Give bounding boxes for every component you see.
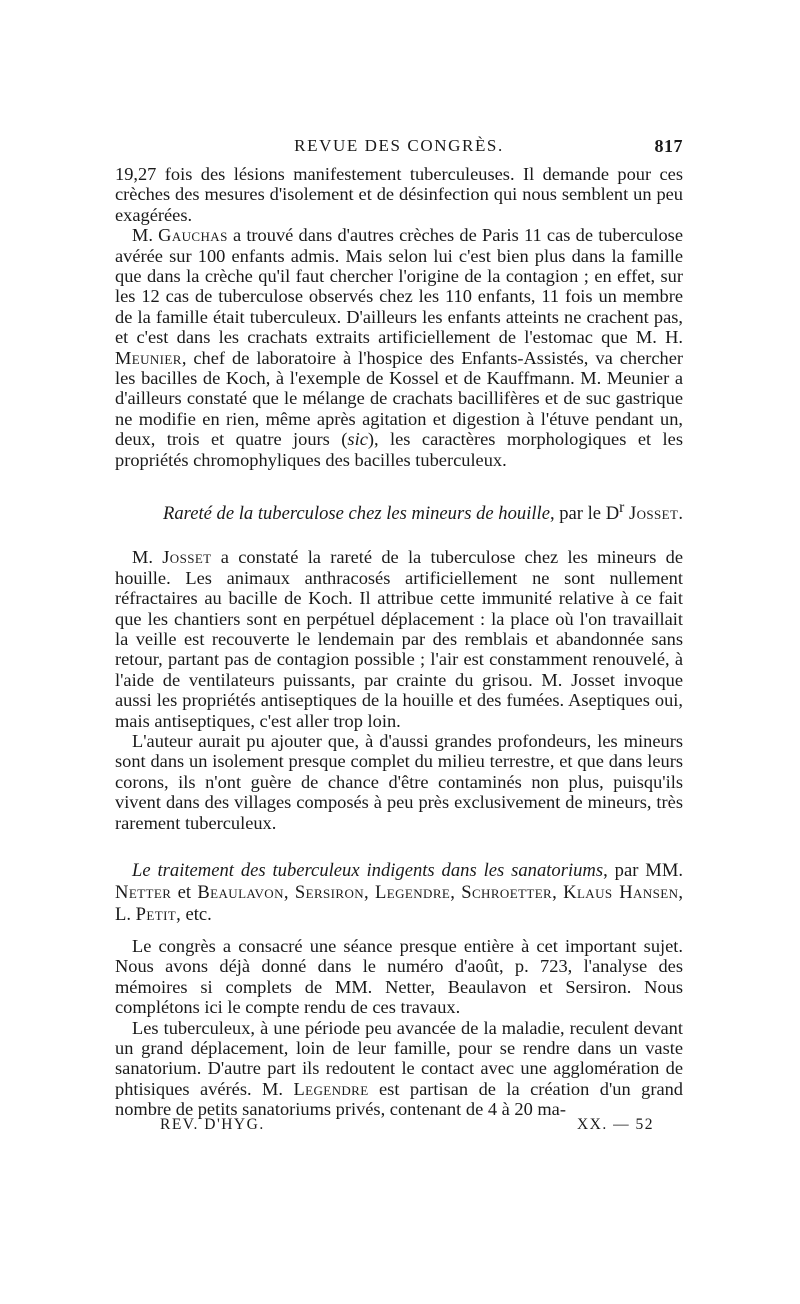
text-run: est partisan de la création d'un grand nombre de petits sanatoriums privés, contenant de 4 à 20 ma- [115, 1078, 683, 1120]
page-footer [160, 1116, 654, 1140]
running-title: REVUE DES CONGRÈS. [294, 136, 504, 155]
section-heading-sanatoriums [115, 860, 683, 926]
text-run: , par le D [549, 503, 620, 525]
paragraph-congress: Le congrès a consacré une séance presque entière à cet important sujet. Nous avons déjà donné dans le numéro d'août, p. 723, l'analyse des mémoires si complets de MM. Netter, Beaulavon et Sersiron. Nous complétons ici le compte rendu de ces travaux. [115, 935, 683, 1018]
text-run: , [552, 881, 564, 903]
text-run: , chef de laboratoire à l'hospice des Enfants-Assistés, va chercher les bacilles de Koch, à l'exemple de Kossel et de Kauffmann. M. Meunier a d'ailleurs constaté que le mélange de crachats bacillifères et de suc gastrique ne modifie en rien, même après agitation et digestion à l'étuve pendant un, deux, trois et quatre jours ( [115, 347, 683, 450]
text-run: M. [132, 225, 159, 246]
text-run: Les tuberculeux, à une période peu avancée de la maladie, reculent devant un grand déplacement, loin de leur famille, pour se rendre dans un vaste sanatorium. D'autre part ils redoutent le contact avec une agglomération de phtisiques avérés. M. [115, 1017, 683, 1099]
text-run: , L. [115, 881, 684, 925]
author-name: Josset [162, 547, 212, 568]
author-name: Klaus Hansen [563, 881, 679, 903]
page-number: 817 [654, 136, 683, 156]
author-name: Sersiron [294, 881, 365, 903]
paragraph-gauchas [115, 225, 683, 470]
author-name: Gauchas [158, 225, 228, 246]
author-name: Beaulavon [197, 881, 284, 903]
author-name: Josset [628, 503, 679, 525]
paragraph-legendre [115, 1018, 683, 1120]
text-run: et [171, 881, 198, 903]
text-run: a trouvé dans d'autres crèches de Paris 11 cas de tuberculose avérée sur 100 enfants admis. Mais selon lui c'est bien plus dans la famille que dans la crèche qu'il faut chercher l'origine de la contagion ; en effet, sur les 12 cas de tuberculose observés chez les 110 enfants, 11 fois un membre de la famille était tuberculeux. D'ailleurs les enfants atteints ne crachent pas, et c'est dans les crachats extraits artificiellement de l'estomac que M. H. [115, 225, 683, 348]
text-run: ), les caractères morphologiques et les propriétés chromophyliques des bacilles tuberculeux. [115, 429, 683, 470]
text-run: , [450, 881, 462, 903]
running-head [115, 136, 683, 162]
journal-signature: REV. D'HYG. [160, 1116, 265, 1133]
author-name: Schroetter [461, 881, 553, 903]
text-run: , [283, 881, 295, 903]
text-run: , [364, 881, 376, 903]
text-run: a constaté la rareté de la tuberculose chez les mineurs de houille. Les animaux anthracosés artificiellement ne sont nullement réfractaires au bacille de Koch. Il attribue cette immunité relative à ce fait que les chantiers sont en perpétuel déplacement : la place où l'on travaillait la veille est recouverte le lendemain par des remblais et abandonnée sans retour, partant pas de contagion possible ; l'air est constamment renouvelé, à l'aide de ventilateurs puissants, par crainte du grisou. M. Josset invoque aussi les propriétés antiseptiques de la houille et des fumées. Aseptiques oui, mais antiseptiques, c'est aller trop loin. [115, 547, 683, 731]
author-name: Meunier [115, 347, 182, 368]
text-run: M. [132, 547, 163, 568]
text-column [115, 164, 683, 1120]
paragraph-commentary: L'auteur aurait pu ajouter que, à d'aussi grandes profondeurs, les mineurs sont dans un isolement presque complet du milieu terrestre, et que dans leurs corons, ils n'ont guère de chance d'être contaminés non plus, puisqu'ils vivent dans des villages composés à peu près exclusivement de mineurs, très rarement tuberculeux. [115, 730, 683, 833]
sic-word: sic [347, 429, 368, 450]
author-name: Legendre [375, 881, 451, 903]
section-heading-josset [115, 497, 683, 525]
text-run: , etc. [176, 903, 212, 925]
section-title: Rareté de la tuberculose chez les mineurs de houille [163, 503, 550, 525]
author-name: Petit [135, 903, 177, 925]
text-run: , par MM. [603, 859, 683, 881]
volume-signature: XX. — 52 [576, 1116, 654, 1133]
author-name: Netter [115, 881, 172, 903]
text-run: r [619, 499, 625, 517]
paragraph-continuation: 19,27 fois des lésions manifestement tuberculeuses. Il demande pour ces crèches des mesures d'isolement et de désinfection qui nous semblent un peu exagérées. [115, 164, 683, 225]
author-name: Legendre [293, 1078, 369, 1099]
text-run: . [678, 503, 683, 525]
section-title: Le traitement des tuberculeux indigents dans les sanatoriums [132, 859, 604, 881]
paragraph-josset [115, 547, 683, 731]
